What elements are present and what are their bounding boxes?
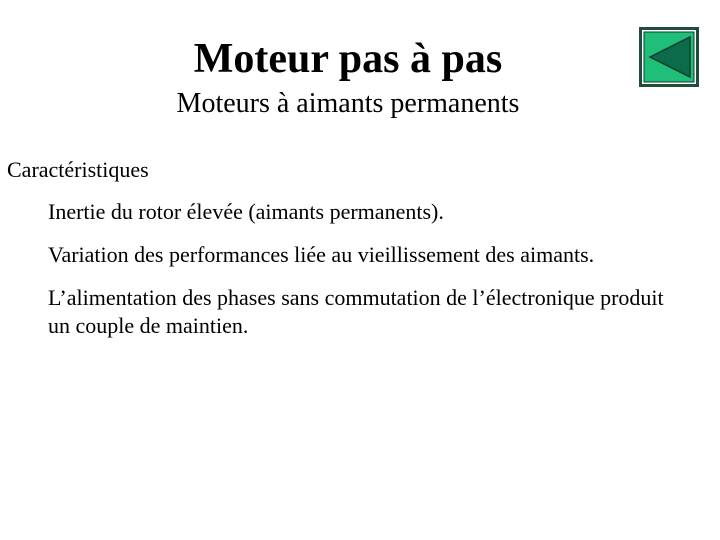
bullet-item: L’alimentation des phases sans commutation de l’électronique produit un couple de maintien. [48, 285, 664, 338]
back-button[interactable] [638, 26, 700, 88]
section-heading: Caractéristiques [7, 157, 149, 182]
bullet-list [48, 198, 688, 355]
slide-title: Moteur pas à pas [193, 36, 503, 82]
triangle-left-icon [638, 26, 700, 88]
bullet-item: Inertie du rotor élevée (aimants permanents). [48, 199, 444, 224]
bullet-item: Variation des performances liée au vieillissement des aimants. [48, 242, 595, 267]
slide-subtitle: Moteurs à aimants permanents [176, 88, 520, 119]
